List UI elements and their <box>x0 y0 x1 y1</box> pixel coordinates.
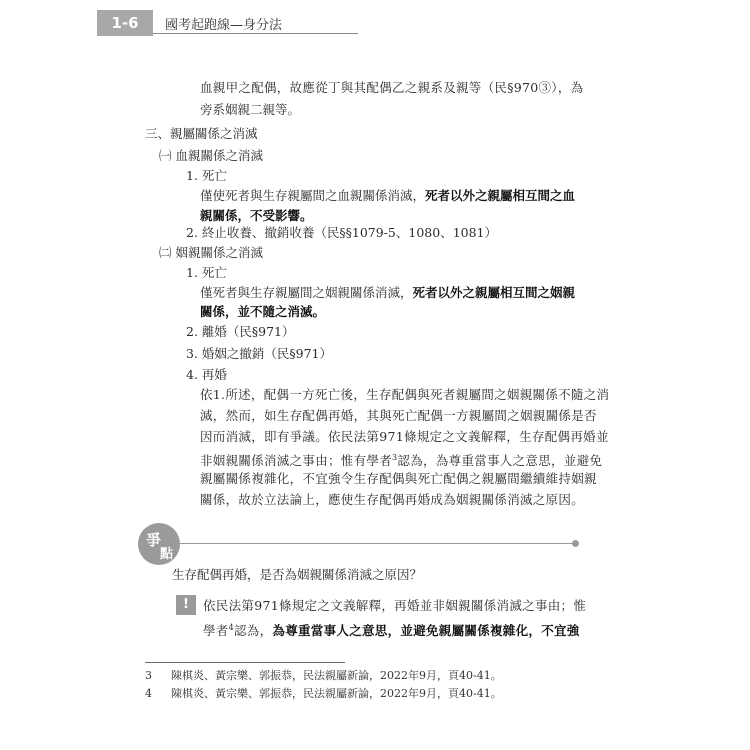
item-remarriage-title: 4. 再婚 <box>186 367 227 382</box>
item-death-title: 1. 死亡 <box>186 168 227 183</box>
remarriage-line-2: 滅，然而，如生存配偶再婚，其與死亡配偶一方親屬間之姻親關係是否 <box>200 408 597 423</box>
section-heading: 三、親屬關係之消滅 <box>145 126 258 141</box>
item-death-2-line-1 <box>200 283 575 303</box>
item-death-line-1 <box>200 186 575 206</box>
remarriage-line-4 <box>200 448 602 471</box>
text-normal: 非姻親關係消滅之事由；惟有學者 <box>200 453 393 469</box>
text-normal: 認為，為尊重當事人之意思，並避免 <box>397 453 603 469</box>
footnote-text: 陳棋炎、黃宗樂、郭振恭，民法親屬新論，2022年9月，頁40-41。 <box>171 669 502 682</box>
text-normal: 學者 <box>203 623 229 639</box>
text-bold: 死者以外之親屬相互間之姻親 <box>412 285 576 300</box>
badge-char-1: 爭 <box>146 531 162 549</box>
dispute-rule <box>180 543 575 544</box>
item-divorce: 2. 離婚（民§971） <box>186 324 295 339</box>
intro-line-2: 旁系姻親二親等。 <box>200 102 301 117</box>
text-normal: 僅使死者與生存親屬間之血親關係消滅， <box>200 188 426 203</box>
item-annulment: 3. 婚姻之撤銷（民§971） <box>186 346 333 361</box>
footnote-number: 4 <box>145 687 152 700</box>
footnote-4 <box>145 686 502 702</box>
text-bold: 死者以外之親屬相互間之血 <box>425 188 576 203</box>
item-death-title-2: 1. 死亡 <box>186 265 227 280</box>
header-rule <box>153 33 358 34</box>
page-number-tab: 1-6 <box>97 10 153 36</box>
dispute-rule-end-dot <box>572 540 579 547</box>
text-normal: 僅死者與生存親屬間之姻親關係消滅， <box>200 285 413 300</box>
dispute-badge <box>138 523 180 565</box>
answer-line-2 <box>203 618 580 641</box>
footnote-3 <box>145 668 502 684</box>
remarriage-line-5: 親屬關係複雜化，不宜強令生存配偶與死亡配偶之親屬間繼續維持姻親 <box>200 471 597 486</box>
dispute-question: 生存配偶再婚，是否為姻親關係消滅之原因？ <box>172 567 423 582</box>
remarriage-line-3: 因而消滅，即有爭議。依民法第971條規定之文義解釋，生存配偶再婚並 <box>200 429 609 444</box>
footnote-ref-4[interactable]: 4 <box>228 623 234 632</box>
subsection-blood-relation: ㈠ 血親關係之消滅 <box>159 148 263 163</box>
intro-line-1: 血親甲之配偶，故應從丁與其配偶乙之親系及親等（民§970③），為 <box>200 80 584 95</box>
item-death-line-2: 親關係，不受影響。 <box>200 208 313 223</box>
text-bold: 為尊重當事人之意思，並避免親屬關係複雜化，不宜強 <box>272 623 580 639</box>
footnote-rule <box>145 662 345 663</box>
footnote-ref-3[interactable]: 3 <box>392 453 398 462</box>
remarriage-line-1: 依1.所述，配偶一方死亡後，生存配偶與死者親屬間之姻親關係不隨之消 <box>200 387 610 402</box>
footnote-text: 陳棋炎、黃宗樂、郭振恭，民法親屬新論，2022年9月，頁40-41。 <box>171 687 502 700</box>
answer-line-1: 依民法第971條規定之文義解釋，再婚並非姻親關係消滅之事由；惟 <box>203 598 587 613</box>
exclamation-icon: ! <box>176 595 196 615</box>
item-death-2-line-2: 關係，並不隨之消滅。 <box>200 304 326 319</box>
remarriage-line-6: 關係，故於立法論上，應使生存配偶再婚成為姻親關係消滅之原因。 <box>200 492 585 507</box>
text-normal: 認為， <box>234 623 273 639</box>
footnote-number: 3 <box>145 669 152 682</box>
subsection-affinity-relation: ㈡ 姻親關係之消滅 <box>159 245 263 260</box>
item-adoption: 2. 終止收養、撤銷收養（民§§1079-5、1080、1081） <box>186 225 498 240</box>
running-header-title: 國考起跑線—身分法 <box>165 18 283 33</box>
badge-char-2: 點 <box>160 547 174 562</box>
